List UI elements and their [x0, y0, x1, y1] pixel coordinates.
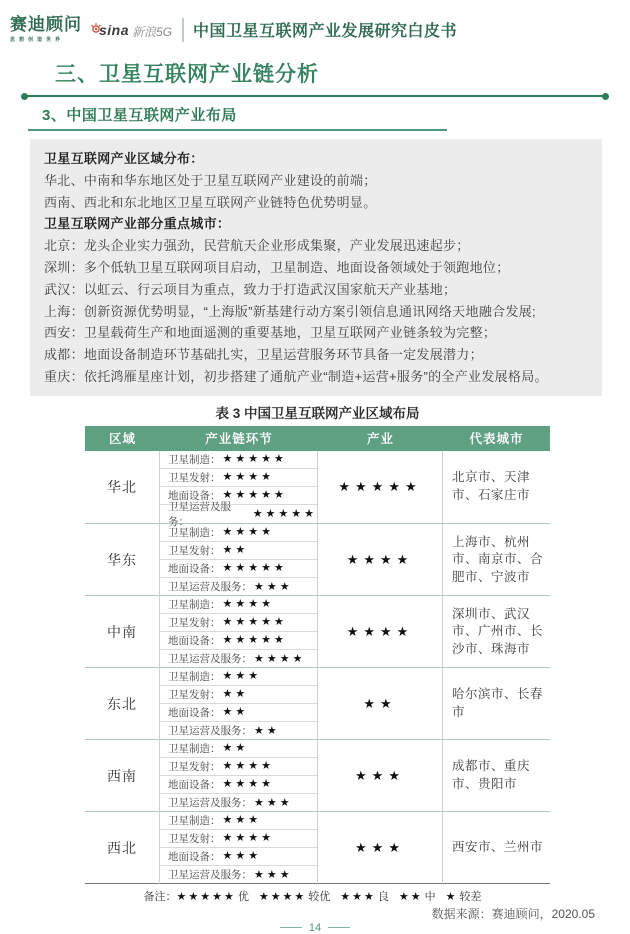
document-title: 中国卫星互联网产业发展研究白皮书 — [193, 23, 458, 40]
chain-star-rating: ★★★★ — [254, 652, 306, 665]
industry-star-rating: ★★★ — [355, 767, 405, 783]
industry-star-rating: ★★ — [363, 695, 397, 711]
chain-sub-row — [160, 830, 317, 848]
chain-label: 卫星发射： — [168, 616, 221, 629]
chain-star-rating: ★★ — [222, 742, 249, 755]
chain-label: 地面设备： — [168, 850, 221, 863]
chain-sub-row — [160, 740, 317, 758]
ccid-logo-text: 赛迪顾问 — [10, 15, 82, 35]
summary-line: 西南、西北和东北地区卫星互联网产业链特色优势明显。 — [44, 194, 377, 210]
cities-cell: 深圳市、武汉市、广州市、长沙市、珠海市 — [452, 606, 544, 656]
note-label: 中 — [424, 890, 436, 903]
industry-cell — [318, 812, 443, 884]
chain-sub-row — [160, 614, 317, 632]
page-number — [0, 922, 630, 934]
cities-cell: 成都市、重庆市、贵阳市 — [452, 759, 531, 791]
chain-label: 地面设备： — [168, 778, 221, 791]
chain-sub-row — [160, 776, 317, 794]
note-label: 较优 — [308, 890, 331, 903]
chain-label: 卫星制造： — [168, 526, 221, 539]
chain-label: 卫星运营及服务： — [168, 725, 252, 738]
chain-sub-row — [160, 704, 317, 722]
chain-sub-row — [160, 500, 317, 528]
column-header: 代表城市 — [469, 432, 524, 447]
note-label: 优 — [237, 890, 249, 903]
chain-sub-row — [160, 560, 317, 578]
chain-label: 卫星发射： — [168, 544, 221, 557]
chain-label: 地面设备： — [168, 706, 221, 719]
chain-label: 卫星发射： — [168, 471, 221, 484]
summary-line: 华北、中南和华东地区处于卫星互联网产业建设的前端； — [44, 172, 377, 188]
section-title: 三、卫星互联网产业链分析 — [55, 63, 319, 86]
summary-line: 北京：龙头企业实力强劲，民营航天企业形成集聚，产业发展迅速起步； — [44, 238, 470, 254]
chain-sub-row — [160, 686, 317, 704]
chain-star-rating: ★★★ — [222, 850, 262, 863]
chain-star-rating: ★★★★ — [222, 598, 274, 611]
cities-cell: 上海市、杭州市、南京市、合肥市、宁波市 — [452, 534, 544, 584]
industry-cell — [318, 668, 443, 740]
chain-cell — [160, 668, 318, 740]
sina-logo-text: sina — [99, 21, 130, 38]
summary-box — [30, 139, 602, 396]
region-cell: 华北 — [85, 451, 160, 523]
chain-cell — [160, 451, 318, 528]
chain-cell — [160, 812, 318, 884]
table-row — [85, 811, 550, 883]
chain-sub-row — [160, 722, 317, 740]
chain-label: 卫星制造： — [168, 670, 221, 683]
page-number-value: 14 — [308, 921, 322, 934]
chain-cell — [160, 740, 318, 812]
chain-star-rating: ★★ — [222, 706, 249, 719]
chain-sub-row — [160, 866, 317, 884]
chain-star-rating: ★★★★ — [222, 832, 274, 845]
table-row — [85, 667, 550, 739]
divider-dot-left — [21, 93, 28, 100]
summary-line: 成都：地面设备制造环节基础扎实，卫星运营服务环节具备一定发展潜力； — [44, 347, 483, 363]
table-title: 表 3 中国卫星互联网产业区域布局 — [215, 405, 420, 421]
chain-star-rating: ★★ — [222, 544, 249, 557]
cities-cell: 西安市、兰州市 — [452, 840, 544, 855]
chain-label: 卫星运营及服务： — [168, 581, 252, 594]
chain-label: 地面设备： — [168, 562, 221, 575]
chain-label: 卫星发射： — [168, 688, 221, 701]
summary-heading: 卫星互联网产业区域分布： — [44, 151, 204, 166]
section-divider — [22, 95, 608, 97]
chain-star-rating: ★★★ — [222, 670, 262, 683]
chain-star-rating: ★★★★ — [222, 471, 274, 484]
ccid-logo — [10, 16, 82, 43]
header-divider — [182, 18, 184, 42]
chain-label: 卫星制造： — [168, 814, 221, 827]
summary-line: 重庆：依托鸿雁星座计划，初步搭建了通航产业“制造+运营+服务”的全产业发展格局。 — [44, 368, 548, 384]
chain-star-rating: ★★★ — [254, 796, 293, 809]
chain-sub-row — [160, 524, 317, 542]
region-table-body — [85, 451, 550, 883]
chain-star-rating: ★★★★★ — [222, 489, 287, 502]
sina-logo — [89, 22, 172, 40]
chain-star-rating: ★★★ — [254, 868, 293, 881]
chain-label: 卫星制造： — [168, 453, 221, 466]
chain-sub-row — [160, 451, 317, 469]
table-row — [85, 451, 550, 528]
note-label: 良 — [377, 890, 389, 903]
region-table — [85, 426, 550, 884]
ccid-logo-tagline: 思想创造世界 — [10, 37, 65, 43]
chain-cell — [160, 524, 318, 596]
industry-cell — [318, 596, 443, 668]
chain-sub-row — [160, 668, 317, 686]
note-stars: ★★★★ — [258, 890, 307, 903]
chain-label: 卫星运营及服务： — [168, 653, 252, 666]
summary-line: 西安：卫星载荷生产和地面遥测的重要基地，卫星互联网产业链条较为完整； — [44, 325, 497, 341]
chain-cell — [160, 596, 318, 668]
chain-label: 卫星运营及服务： — [168, 869, 252, 882]
industry-star-rating: ★★★★ — [346, 623, 414, 639]
chain-star-rating: ★★★★★ — [252, 507, 317, 520]
chain-sub-row — [160, 812, 317, 830]
summary-line: 武汉：以虹云、行云项目为重点，致力于打造武汉国家航天产业基地； — [44, 281, 457, 297]
chain-label: 卫星运营及服务： — [168, 797, 252, 810]
industry-star-rating: ★★★★ — [346, 551, 414, 567]
chain-star-rating: ★★★ — [222, 814, 262, 827]
region-cell: 西北 — [85, 812, 160, 884]
page-number-dash-right — [328, 927, 350, 928]
chain-sub-row — [160, 758, 317, 776]
divider-dot-right — [602, 93, 609, 100]
note-prefix: 备注： — [143, 890, 177, 903]
subsection-title: 3、中国卫星互联网产业布局 — [42, 107, 237, 124]
note-stars: ★★ — [398, 890, 423, 903]
chain-star-rating: ★★★★★ — [222, 634, 287, 647]
chain-sub-row — [160, 469, 317, 487]
chain-sub-row — [160, 650, 317, 668]
chain-sub-row — [160, 794, 317, 812]
cities-cell: 北京市、天津市、石家庄市 — [452, 470, 531, 502]
chain-star-rating: ★★★★★ — [222, 616, 287, 629]
table-row — [85, 523, 550, 595]
table-row — [85, 739, 550, 811]
chain-star-rating: ★★ — [254, 724, 280, 737]
summary-line: 上海：创新资源优势明显，“上海版”新基建行动方案引领信息通讯网络天地融合发展; — [44, 303, 536, 319]
column-header: 区域 — [108, 432, 136, 447]
chain-star-rating: ★★★★★ — [222, 562, 287, 575]
industry-star-rating: ★★★ — [355, 839, 405, 855]
chain-star-rating: ★★★★ — [222, 526, 274, 539]
industry-cell — [318, 740, 443, 812]
industry-star-rating: ★★★★★ — [338, 478, 422, 494]
chain-label: 卫星发射： — [168, 832, 221, 845]
chain-label: 地面设备： — [168, 489, 221, 502]
chain-label: 地面设备： — [168, 634, 221, 647]
column-header: 产业链环节 — [205, 432, 273, 447]
subsection-underline — [28, 129, 447, 131]
chain-label: 卫星运营及服务： — [168, 500, 231, 528]
page-number-dash-left — [280, 927, 302, 928]
region-cell: 东北 — [85, 668, 160, 740]
chain-sub-row — [160, 848, 317, 866]
chain-sub-row — [160, 596, 317, 614]
cities-cell: 哈尔滨市、长春市 — [452, 687, 544, 719]
industry-cell — [318, 524, 443, 596]
table-header-row — [85, 426, 550, 451]
region-cell: 华东 — [85, 524, 160, 596]
chain-label: 卫星制造： — [168, 598, 221, 611]
note-label: 较差 — [459, 890, 482, 903]
note-stars: ★ — [445, 890, 458, 903]
page-header — [0, 0, 630, 48]
chain-sub-row — [160, 578, 317, 596]
sina-5g-text: 新浪5G — [132, 24, 173, 39]
chain-label: 卫星发射： — [168, 760, 221, 773]
chain-star-rating: ★★ — [222, 688, 249, 701]
chain-sub-row — [160, 542, 317, 560]
chain-label: 卫星制造： — [168, 742, 221, 755]
summary-line: 深圳：多个低轨卫星互联网项目启动，卫星制造、地面设备领域处于领跑地位； — [44, 259, 510, 275]
chain-sub-row — [160, 632, 317, 650]
note-stars: ★★★ — [340, 890, 376, 903]
note-stars: ★★★★★ — [176, 890, 236, 903]
chain-star-rating: ★★★★ — [222, 760, 274, 773]
industry-cell — [318, 451, 443, 523]
region-cell: 西南 — [85, 740, 160, 812]
chain-star-rating: ★★★★ — [222, 778, 274, 791]
summary-heading: 卫星互联网产业部分重点城市： — [44, 216, 231, 232]
table-row — [85, 595, 550, 667]
data-source: 数据来源：赛迪顾问，2020.05 — [431, 906, 595, 921]
table-note — [85, 888, 550, 904]
chain-star-rating: ★★★ — [254, 580, 293, 593]
column-header: 产业 — [366, 432, 394, 447]
chain-star-rating: ★★★★★ — [222, 453, 287, 466]
region-cell: 中南 — [85, 596, 160, 668]
